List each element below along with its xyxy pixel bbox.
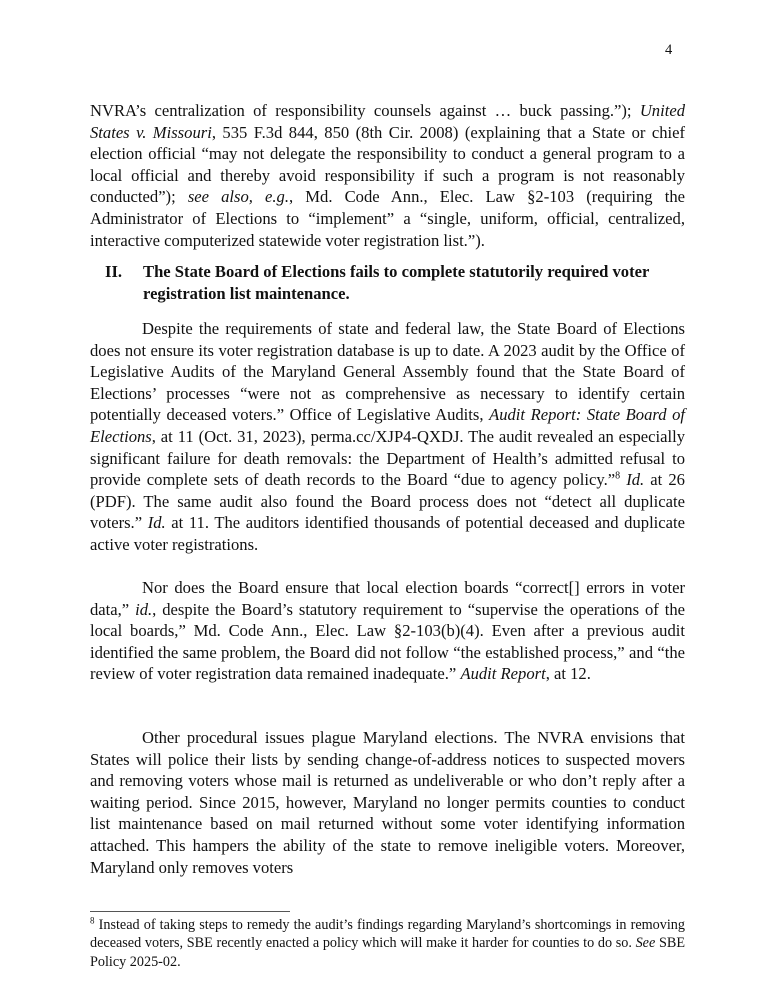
text-run: Despite the requirements of state and federal law, the State Board of Elections does not ensure its voter registration database is up to date. A 2023 audit by the Office of Legislative Audits of the Maryland General Assembly found that the State Board of Elections’ processes “were not as comprehensive as necessary to identify certain potentially deceased voters.” Office of Legislative Audits, bbox=[90, 319, 685, 425]
page-number: 4 bbox=[665, 42, 673, 58]
intro-paragraph bbox=[90, 100, 685, 251]
text-run: at 26 (PDF). The same audit also found the Board process does not “detect all duplicate voters.” bbox=[90, 470, 685, 533]
footnote-8 bbox=[90, 916, 685, 971]
text-run: SBE Policy 2025-02. bbox=[90, 935, 685, 970]
paragraph-audit-findings bbox=[90, 318, 685, 556]
text-run: , Md. Code Ann., Elec. Law §2-103 (requiring the Administrator of Elections to “implement” a “single, uniform, official, centralized, interactive computerized statewide voter registration list.”). bbox=[90, 187, 685, 250]
section-title: The State Board of Elections fails to complete statutorily required voter registration list maintenance. bbox=[143, 262, 650, 303]
section-number: II. bbox=[105, 262, 123, 281]
text-run: , at 12. bbox=[545, 664, 591, 684]
text-run: Other procedural issues plague Maryland elections. The NVRA envisions that States will police their lists by sending change-of-address notices to suspected movers and removing voters whose mail is returned as undeliverable or who don’t reply after a waiting period. Since 2015, however, Maryland no longer permits counties to conduct list maintenance based on mail returned without some voter identifying information attached. This hampers the ability of the state to remove ineligible voters. Moreover, Maryland only removes voters bbox=[90, 728, 685, 877]
text-run: at 11. The auditors identified thousands of potential deceased and duplicate active voter registrations. bbox=[90, 513, 685, 554]
signal-see: See bbox=[635, 935, 656, 952]
report-title: Audit Report: State Board of Elections bbox=[90, 405, 685, 446]
text-run: , despite the Board’s statutory requirement to “supervise the operations of the local boards,” Md. Code Ann., Elec. Law §2-103(b)(4). Even after a previous audit identified the same problem, the Board did not follow “the established process,” and “the review of voter registration data remained inadequate.” bbox=[90, 599, 685, 684]
text-run: , at 11 (Oct. 31, 2023), perma.cc/XJP4-QXDJ. The audit revealed an especially significant failure for death removals: the Department of Health’s admitted refusal to provide complete sets of death records to the Board “due to agency policy.” bbox=[90, 426, 685, 490]
text-run: Nor does the Board ensure that local election boards “correct[] errors in voter data,” bbox=[90, 578, 685, 619]
footnote-marker: 8 bbox=[90, 915, 95, 926]
report-short-title: Audit Report bbox=[460, 664, 546, 684]
text-run: , 535 F.3d 844, 850 (8th Cir. 2008) (explaining that a State or chief election official “may not delegate the responsibility to conduct a general program to a local official and thereby avoid responsibility if such a program is not reasonably conducted”); bbox=[90, 122, 685, 207]
id-citation: Id. bbox=[620, 470, 645, 490]
section-heading bbox=[105, 261, 685, 304]
paragraph-procedural-issues bbox=[90, 727, 685, 878]
case-citation: United States v. Missouri bbox=[90, 101, 685, 142]
text-run: NVRA’s centralization of responsibility counsels against … buck passing.”); bbox=[90, 101, 640, 120]
text-run: Instead of taking steps to remedy the audit’s findings regarding Maryland’s shortcomings in removing deceased voters, SBE recently enacted a policy which will make it harder for counties to do so. bbox=[90, 917, 685, 952]
footnote-reference[interactable]: 8 bbox=[615, 470, 621, 482]
id-citation: id. bbox=[135, 599, 153, 619]
signal-phrase: see also, e.g. bbox=[187, 187, 289, 207]
paragraph-local-boards bbox=[90, 577, 685, 685]
id-citation: Id. bbox=[147, 513, 166, 533]
footnote-divider bbox=[90, 911, 290, 912]
